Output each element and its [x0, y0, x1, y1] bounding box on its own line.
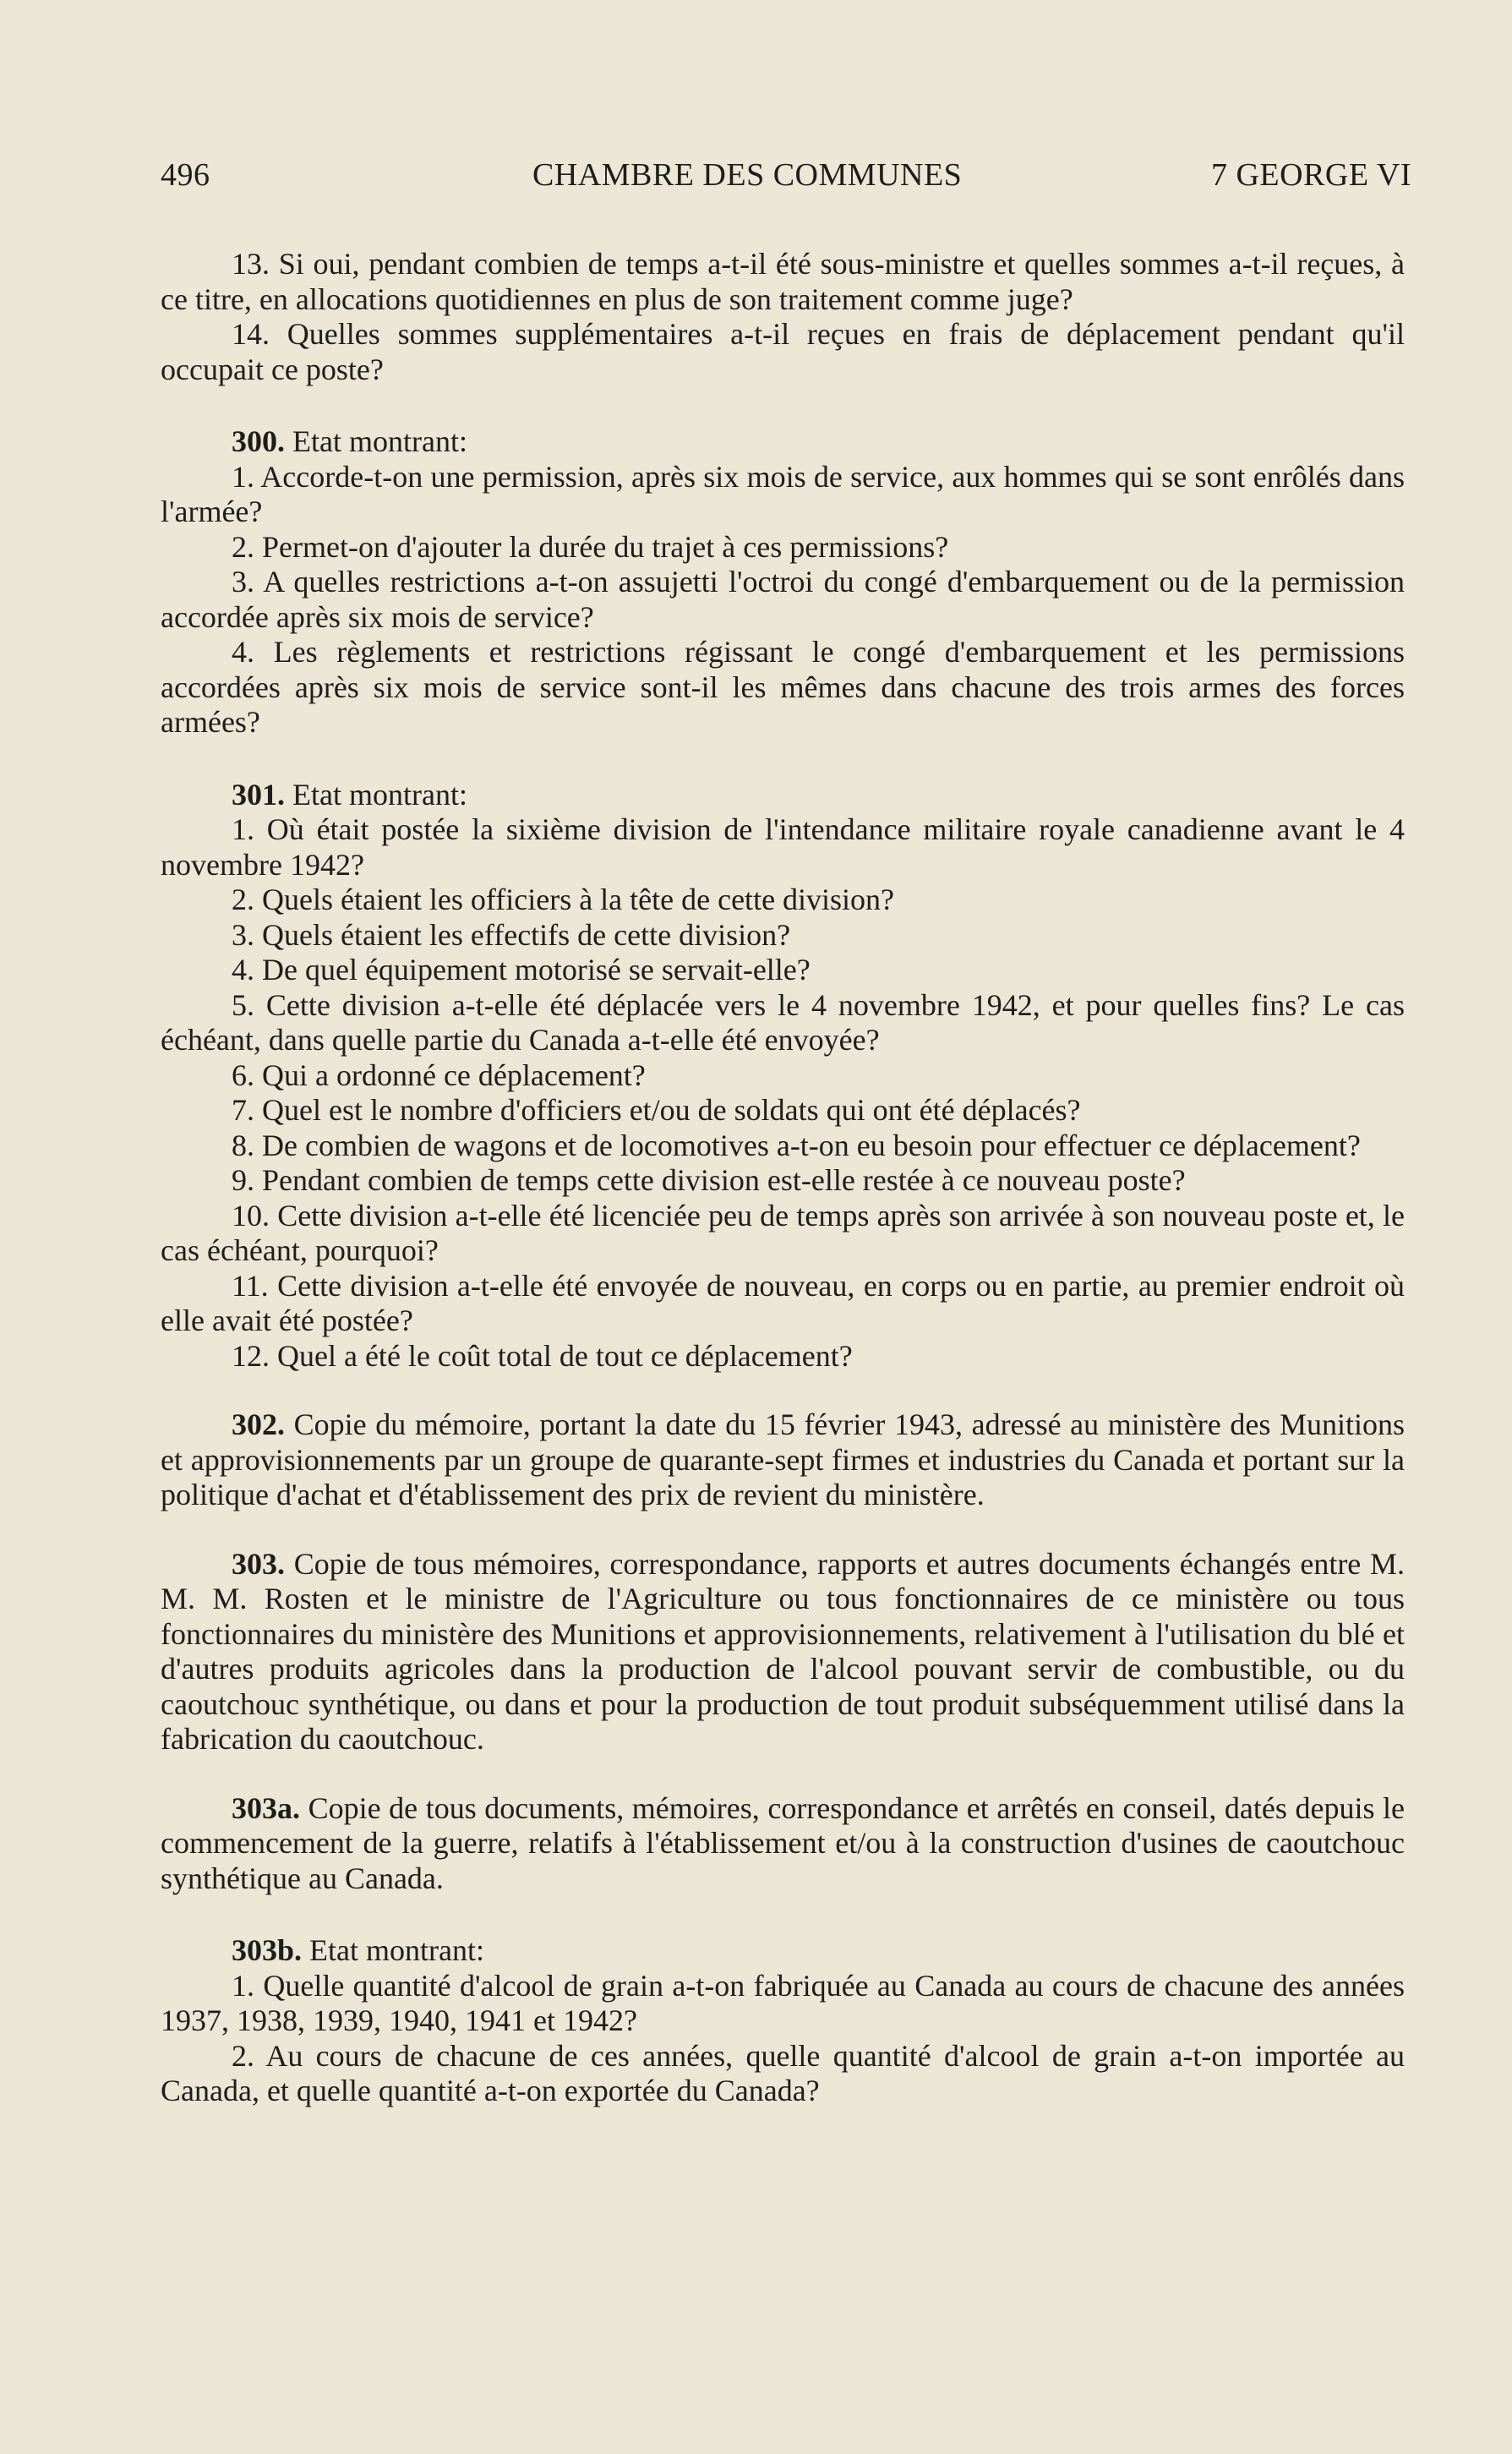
- section-number: 303b.: [232, 1933, 303, 1967]
- section-heading-text: Etat montrant:: [292, 777, 467, 812]
- question-item: 4. De quel équipement motorisé se servait-elle?: [232, 953, 811, 987]
- question-item: 2. Quels étaient les officiers à la tête de cette division?: [232, 883, 895, 916]
- question-item: 12. Quel a été le coût total de tout ce déplacement?: [232, 1338, 853, 1373]
- section-text: Copie de tous documents, mémoires, correspondance et arrêtés en conseil, datés depuis le commencement de la guerre, relatifs à l'établissement et/ou à la construction d'usines de caoutchouc synthétique au Canada.: [161, 1790, 1406, 1895]
- question-item: 1. Où était postée la sixième division de l'intendance militaire royale canadienne avant le 4 novembre 1942?: [161, 812, 1405, 882]
- running-title: CHAMBRE DES COMMUNES: [532, 157, 963, 193]
- section-302: [161, 1407, 1405, 1513]
- section-300-heading: [161, 424, 1405, 460]
- question-item: 6. Qui a ordonné ce déplacement?: [232, 1058, 646, 1092]
- section-text: Copie de tous mémoires, correspondance, rapports et autres documents échangés entre M. M. M. Rosten et le ministre de l'Agriculture ou tous fonctionnaires de ce ministère ou tous fonctionnaires du ministère des Munitions et approvisionnements, relativement à l'utilisation du blé et d'autres produits agricoles dans la production de l'alcool pouvant servir de combustible, ou du caoutchouc synthétique, ou dans et pour la production de tout produit subséquemment utilisé dans la fabrication du caoutchouc.: [161, 1546, 1406, 1756]
- section-heading-text: Etat montrant:: [309, 1933, 484, 1967]
- question-item: 2. Au cours de chacune de ces années, quelle quantité d'alcool de grain a-t-on importée au Canada, et quelle quantité a-t-on exportée du Canada?: [161, 2038, 1405, 2107]
- question-item: 2. Permet-on d'ajouter la durée du trajet à ces permissions?: [232, 529, 949, 564]
- section-number: 300.: [232, 424, 285, 458]
- question-item: 5. Cette division a-t-elle été déplacée vers le 4 novembre 1942, et pour quelles fins? Le cas échéant, dans quelle partie du Canada a-t-elle été envoyée?: [161, 987, 1405, 1057]
- section-number: 303.: [232, 1546, 285, 1581]
- question-item: 3. Quels étaient les effectifs de cette division?: [232, 917, 791, 952]
- question-item: 4. Les règlements et restrictions régissant le congé d'embarquement et les permissions accordées après six mois de service sont-il les mêmes dans chacune des trois armes des forces armées?: [161, 635, 1405, 739]
- question-item: 1. Accorde-t-on une permission, après six mois de service, aux hommes qui se sont enrôlés dans l'armée?: [161, 459, 1405, 528]
- body-text: [161, 247, 1405, 2109]
- section-301-heading: [161, 778, 1405, 813]
- question-item: 9. Pendant combien de temps cette division est-elle restée à ce nouveau poste?: [232, 1163, 1186, 1197]
- question-item: 3. A quelles restrictions a-t-on assujetti l'octroi du congé d'embarquement ou de la permission accordée après six mois de service?: [161, 565, 1405, 634]
- regnal-year: 7 GEORGE VI: [1210, 157, 1411, 193]
- section-number: 302.: [232, 1407, 285, 1441]
- page-number: 496: [161, 157, 210, 193]
- section-303b-heading: [161, 1933, 1405, 1969]
- question-item: 11. Cette division a-t-elle été envoyée de nouveau, en corps ou en partie, au premier endroit où elle avait été postée?: [161, 1268, 1405, 1337]
- section-text: Copie du mémoire, portant la date du 15 février 1943, adressé au ministère des Munitions et approvisionnements par un groupe de quarante-sept firmes et industries du Canada et portant sur la politique d'achat et d'établissement des prix de revient du ministère.: [161, 1407, 1405, 1511]
- question-item: 1. Quelle quantité d'alcool de grain a-t-on fabriquée au Canada au cours de chacune des années 1937, 1938, 1939, 1940, 1941 et 1942?: [161, 1968, 1405, 2037]
- question-item: 8. De combien de wagons et de locomotives a-t-on eu besoin pour effectuer ce déplacement?: [232, 1128, 1361, 1162]
- section-heading-text: Etat montrant:: [292, 424, 467, 458]
- question-item: 13. Si oui, pendant combien de temps a-t-il été sous-ministre et quelles sommes a-t-il reçues, à ce titre, en allocations quotidiennes en plus de son traitement comme juge?: [161, 247, 1405, 316]
- section-number: 303a.: [232, 1790, 300, 1825]
- question-item: 10. Cette division a-t-elle été licenciée peu de temps après son arrivée à son nouveau poste et, le cas échéant, pourquoi?: [161, 1198, 1405, 1267]
- question-item: 7. Quel est le nombre d'officiers et/ou de soldats qui ont été déplacés?: [232, 1093, 1081, 1127]
- section-number: 301.: [232, 777, 285, 812]
- question-item: 14. Quelles sommes supplémentaires a-t-il reçues en frais de déplacement pendant qu'il occupait ce poste?: [161, 317, 1405, 386]
- section-303: [161, 1547, 1405, 1757]
- section-303a: [161, 1791, 1405, 1897]
